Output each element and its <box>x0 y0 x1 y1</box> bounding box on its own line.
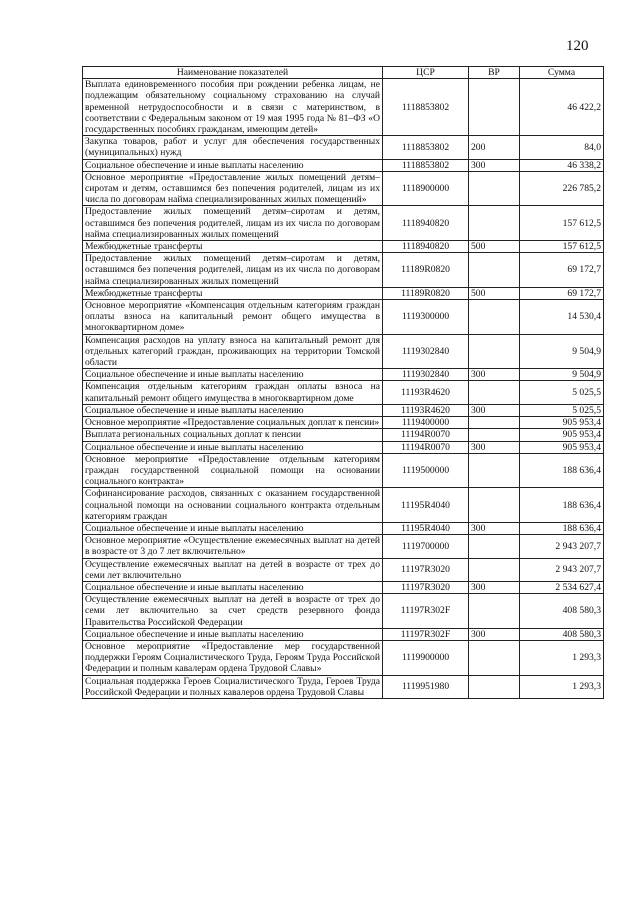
csr-cell: 1118853802 <box>383 136 469 159</box>
table-row <box>83 594 604 629</box>
table-header <box>83 67 604 79</box>
table-row <box>83 79 604 136</box>
sum-cell: 226 785,2 <box>520 171 604 206</box>
vr-cell <box>469 300 520 335</box>
table-row <box>83 675 604 698</box>
name-cell: Основное мероприятие «Предоставление социальных доплат к пенсии» <box>83 417 383 429</box>
vr-cell <box>469 535 520 558</box>
vr-cell <box>469 253 520 288</box>
table-row <box>83 558 604 581</box>
sum-cell: 69 172,7 <box>520 253 604 288</box>
name-cell: Основное мероприятие «Осуществление ежемесячных выплат на детей в возрасте от 3 до 7 лет включительно» <box>83 535 383 558</box>
csr-cell: 1119951980 <box>383 675 469 698</box>
name-cell: Осуществление ежемесячных выплат на детей в возрасте от трех до семи лет включительно за счет средств резервного фонда Правительства Российской Федерации <box>83 594 383 629</box>
table-row <box>83 287 604 299</box>
table-row <box>83 640 604 675</box>
sum-cell: 46 422,2 <box>520 79 604 136</box>
name-cell: Предоставление жилых помещений детям–сиротам и детям, оставшимся без попечения родителей, лицам из их числа по договорам найма специализированных жилых помещений <box>83 206 383 241</box>
csr-cell: 11197R302F <box>383 628 469 640</box>
vr-cell <box>469 558 520 581</box>
csr-cell: 11189R0820 <box>383 287 469 299</box>
csr-cell: 1119302840 <box>383 369 469 381</box>
table-row <box>83 300 604 335</box>
vr-cell: 300 <box>469 628 520 640</box>
table-row <box>83 522 604 534</box>
vr-cell <box>469 417 520 429</box>
csr-cell: 1119302840 <box>383 334 469 369</box>
name-cell: Выплата региональных социальных доплат к пенсии <box>83 429 383 441</box>
sum-cell: 157 612,5 <box>520 206 604 241</box>
csr-cell: 1118853802 <box>383 79 469 136</box>
sum-cell: 9 504,9 <box>520 369 604 381</box>
table-row <box>83 628 604 640</box>
name-cell: Социальное обеспечение и иные выплаты населению <box>83 441 383 453</box>
name-cell: Социальная поддержка Героев Социалистического Труда, Героев Труда Российской Федерации и полных кавалеров ордена Трудовой Славы <box>83 675 383 698</box>
table-row <box>83 453 604 488</box>
header-sum: Сумма <box>520 67 604 79</box>
vr-cell: 300 <box>469 581 520 593</box>
table-row <box>83 334 604 369</box>
sum-cell: 2 943 207,7 <box>520 558 604 581</box>
vr-cell <box>469 640 520 675</box>
table-row <box>83 253 604 288</box>
name-cell: Межбюджетные трансферты <box>83 287 383 299</box>
csr-cell: 1119900000 <box>383 640 469 675</box>
vr-cell <box>469 171 520 206</box>
table-row <box>83 381 604 404</box>
name-cell: Социальное обеспечение и иные выплаты населению <box>83 522 383 534</box>
name-cell: Компенсация расходов на уплату взноса на капитальный ремонт для отдельных категорий граждан, проживающих на территории Томской области <box>83 334 383 369</box>
sum-cell: 9 504,9 <box>520 334 604 369</box>
vr-cell: 300 <box>469 159 520 171</box>
sum-cell: 188 636,4 <box>520 522 604 534</box>
table-row <box>83 171 604 206</box>
name-cell: Основное мероприятие «Предоставление отдельным категориям граждан государственной социальной помощи на основании социального контракта» <box>83 453 383 488</box>
csr-cell: 11193R4620 <box>383 381 469 404</box>
vr-cell: 500 <box>469 241 520 253</box>
csr-cell: 1118940820 <box>383 241 469 253</box>
vr-cell: 300 <box>469 441 520 453</box>
vr-cell <box>469 594 520 629</box>
name-cell: Основное мероприятие «Предоставление мер государственной поддержки Героям Социалистического Труда, Героям Труда Российской Федерации и полным кавалерам ордена Трудовой Славы» <box>83 640 383 675</box>
vr-cell <box>469 675 520 698</box>
page-number: 120 <box>566 38 589 54</box>
csr-cell: 1118900000 <box>383 171 469 206</box>
sum-cell: 157 612,5 <box>520 241 604 253</box>
vr-cell <box>469 488 520 523</box>
table-row <box>83 206 604 241</box>
table-row <box>83 369 604 381</box>
csr-cell: 1118940820 <box>383 206 469 241</box>
csr-cell: 1118853802 <box>383 159 469 171</box>
table-row <box>83 429 604 441</box>
sum-cell: 46 338,2 <box>520 159 604 171</box>
name-cell: Социальное обеспечение и иные выплаты населению <box>83 628 383 640</box>
table-row <box>83 581 604 593</box>
table-row <box>83 488 604 523</box>
csr-cell: 11195R4040 <box>383 522 469 534</box>
sum-cell: 188 636,4 <box>520 453 604 488</box>
name-cell: Социальное обеспечение и иные выплаты населению <box>83 159 383 171</box>
vr-cell <box>469 334 520 369</box>
vr-cell <box>469 79 520 136</box>
csr-cell: 1119300000 <box>383 300 469 335</box>
table-row <box>83 241 604 253</box>
csr-cell: 11197R3020 <box>383 558 469 581</box>
vr-cell <box>469 429 520 441</box>
sum-cell: 1 293,3 <box>520 675 604 698</box>
table-row <box>83 404 604 416</box>
name-cell: Основное мероприятие «Предоставление жилых помещений детям–сиротам и детям, оставшимся без попечения родителей, лицам из их числа по договорам найма специализированных жилых помещений» <box>83 171 383 206</box>
sum-cell: 5 025,5 <box>520 404 604 416</box>
csr-cell: 11197R3020 <box>383 581 469 593</box>
sum-cell: 5 025,5 <box>520 381 604 404</box>
header-vr: ВР <box>469 67 520 79</box>
sum-cell: 2 534 627,4 <box>520 581 604 593</box>
vr-cell: 500 <box>469 287 520 299</box>
sum-cell: 2 943 207,7 <box>520 535 604 558</box>
csr-cell: 1119700000 <box>383 535 469 558</box>
vr-cell <box>469 381 520 404</box>
sum-cell: 408 580,3 <box>520 594 604 629</box>
csr-cell: 11194R0070 <box>383 429 469 441</box>
vr-cell: 300 <box>469 404 520 416</box>
sum-cell: 1 293,3 <box>520 640 604 675</box>
csr-cell: 11189R0820 <box>383 253 469 288</box>
sum-cell: 84,0 <box>520 136 604 159</box>
budget-table <box>82 66 604 699</box>
csr-cell: 1119400000 <box>383 417 469 429</box>
name-cell: Осуществление ежемесячных выплат на детей в возрасте от трех до семи лет включительно <box>83 558 383 581</box>
name-cell: Основное мероприятие «Компенсация отдельным категориям граждан оплаты взноса на капитальный ремонт общего имущества в многоквартирном доме» <box>83 300 383 335</box>
header-csr: ЦСР <box>383 67 469 79</box>
vr-cell: 300 <box>469 369 520 381</box>
table-row <box>83 136 604 159</box>
name-cell: Социальное обеспечение и иные выплаты населению <box>83 404 383 416</box>
csr-cell: 11195R4040 <box>383 488 469 523</box>
table-body <box>83 79 604 699</box>
vr-cell <box>469 206 520 241</box>
name-cell: Закупка товаров, работ и услуг для обеспечения государственных (муниципальных) нужд <box>83 136 383 159</box>
sum-cell: 14 530,4 <box>520 300 604 335</box>
vr-cell: 200 <box>469 136 520 159</box>
csr-cell: 11197R302F <box>383 594 469 629</box>
sum-cell: 905 953,4 <box>520 441 604 453</box>
name-cell: Софинансирование расходов, связанных с оказанием государственной социальной помощи на основании социального контракта отдельным категориям граждан <box>83 488 383 523</box>
name-cell: Социальное обеспечение и иные выплаты населению <box>83 369 383 381</box>
table-row <box>83 441 604 453</box>
csr-cell: 11194R0070 <box>383 441 469 453</box>
sum-cell: 905 953,4 <box>520 417 604 429</box>
vr-cell <box>469 453 520 488</box>
name-cell: Межбюджетные трансферты <box>83 241 383 253</box>
sum-cell: 408 580,3 <box>520 628 604 640</box>
name-cell: Социальное обеспечение и иные выплаты населению <box>83 581 383 593</box>
name-cell: Выплата единовременного пособия при рождении ребенка лицам, не подлежащим обязательному социальному страхованию на случай временной нетрудоспособности и в связи с материнством, в соответствии с Федеральным законом от 19 мая 1995 года № 81–ФЗ «О государственных пособиях гражданам, имеющим детей» <box>83 79 383 136</box>
sum-cell: 188 636,4 <box>520 488 604 523</box>
sum-cell: 905 953,4 <box>520 429 604 441</box>
csr-cell: 11193R4620 <box>383 404 469 416</box>
header-name: Наименование показателей <box>83 67 383 79</box>
sum-cell: 69 172,7 <box>520 287 604 299</box>
table-row <box>83 159 604 171</box>
table-row <box>83 535 604 558</box>
table-row <box>83 417 604 429</box>
name-cell: Компенсация отдельным категориям граждан оплаты взноса на капитальный ремонт общего имущества в многоквартирном доме <box>83 381 383 404</box>
csr-cell: 1119500000 <box>383 453 469 488</box>
vr-cell: 300 <box>469 522 520 534</box>
name-cell: Предоставление жилых помещений детям–сиротам и детям, оставшимся без попечения родителей, лицам из их числа по договорам найма специализированных жилых помещений <box>83 253 383 288</box>
